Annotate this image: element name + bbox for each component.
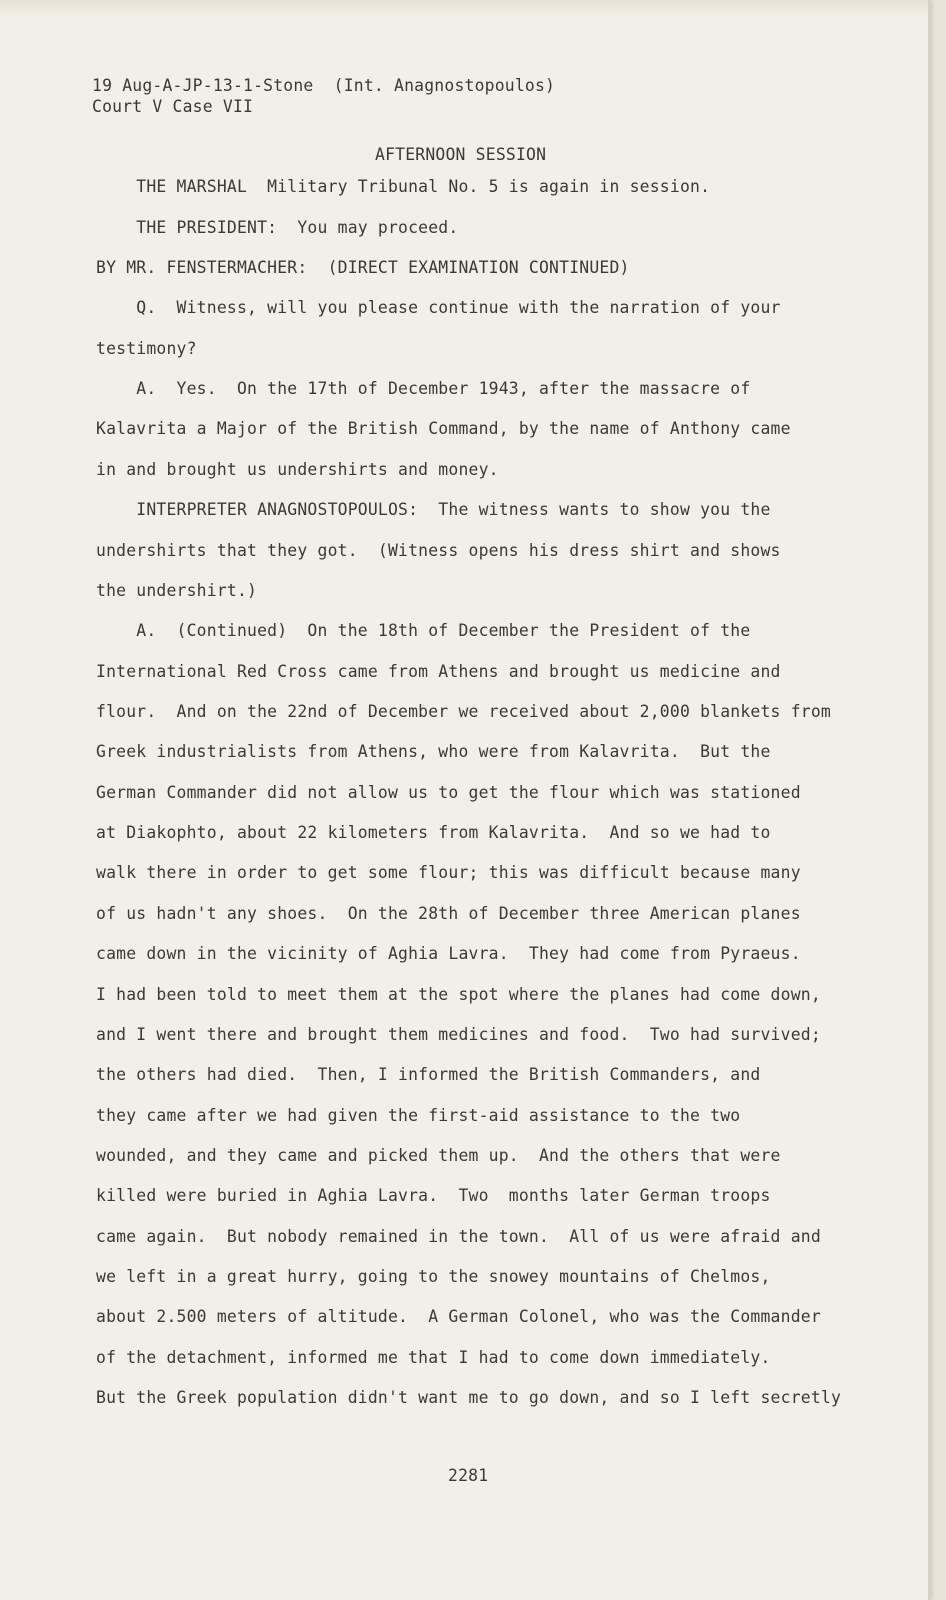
- page-number: 2281: [448, 1466, 489, 1485]
- transcript-line: the others had died. Then, I informed the British Commanders, and: [96, 1065, 761, 1084]
- page-top-edge: [0, 0, 928, 16]
- transcript-line: wounded, and they came and picked them up. And the others that were: [96, 1146, 781, 1165]
- transcript-line: they came after we had given the first-aid assistance to the two: [96, 1106, 741, 1125]
- transcript-line: and I went there and brought them medicines and food. Two had survived;: [96, 1025, 821, 1044]
- transcript-line: German Commander did not allow us to get the flour which was stationed: [96, 783, 801, 802]
- transcript-line: Kalavrita a Major of the British Command, by the name of Anthony came: [96, 419, 791, 438]
- transcript-line: I had been told to meet them at the spot where the planes had come down,: [96, 985, 821, 1004]
- transcript-line: A. Yes. On the 17th of December 1943, after the massacre of: [96, 379, 751, 398]
- header-line-2: Court V Case VII: [92, 97, 254, 116]
- transcript-line: about 2.500 meters of altitude. A German Colonel, who was the Commander: [96, 1307, 821, 1326]
- transcript-line: came again. But nobody remained in the town. All of us were afraid and: [96, 1227, 821, 1246]
- transcript-line: But the Greek population didn't want me to go down, and so I left secretly: [96, 1388, 842, 1407]
- transcript-line: International Red Cross came from Athens and brought us medicine and: [96, 662, 781, 681]
- transcript-line: at Diakophto, about 22 kilometers from Kalavrita. And so we had to: [96, 823, 771, 842]
- transcript-line: killed were buried in Aghia Lavra. Two months later German troops: [96, 1186, 771, 1205]
- transcript-line: we left in a great hurry, going to the snowey mountains of Chelmos,: [96, 1267, 771, 1286]
- transcript-line: undershirts that they got. (Witness opens his dress shirt and shows: [96, 541, 781, 560]
- transcript-line: BY MR. FENSTERMACHER: (DIRECT EXAMINATION CONTINUED): [96, 258, 630, 277]
- transcript-line: the undershirt.): [96, 581, 258, 600]
- transcript-line: flour. And on the 22nd of December we received about 2,000 blankets from: [96, 702, 831, 721]
- transcript-line: came down in the vicinity of Aghia Lavra. They had come from Pyraeus.: [96, 944, 801, 963]
- transcript-line: Q. Witness, will you please continue with the narration of your: [96, 298, 781, 317]
- transcript-line: THE MARSHAL Military Tribunal No. 5 is again in session.: [96, 177, 711, 196]
- session-title: AFTERNOON SESSION: [375, 145, 547, 164]
- transcript-line: in and brought us undershirts and money.: [96, 460, 499, 479]
- transcript-line: testimony?: [96, 339, 197, 358]
- transcript-line: INTERPRETER ANAGNOSTOPOULOS: The witness wants to show you the: [96, 500, 771, 519]
- transcript-line: Greek industrialists from Athens, who were from Kalavrita. But the: [96, 742, 771, 761]
- header-line-1: 19 Aug-A-JP-13-1-Stone (Int. Anagnostopoulos): [92, 76, 556, 95]
- transcript-line: of us hadn't any shoes. On the 28th of December three American planes: [96, 904, 801, 923]
- transcript-line: walk there in order to get some flour; this was difficult because many: [96, 863, 801, 882]
- transcript-line: A. (Continued) On the 18th of December the President of the: [96, 621, 751, 640]
- transcript-line: THE PRESIDENT: You may proceed.: [96, 218, 459, 237]
- transcript-line: of the detachment, informed me that I had to come down immediately.: [96, 1348, 771, 1367]
